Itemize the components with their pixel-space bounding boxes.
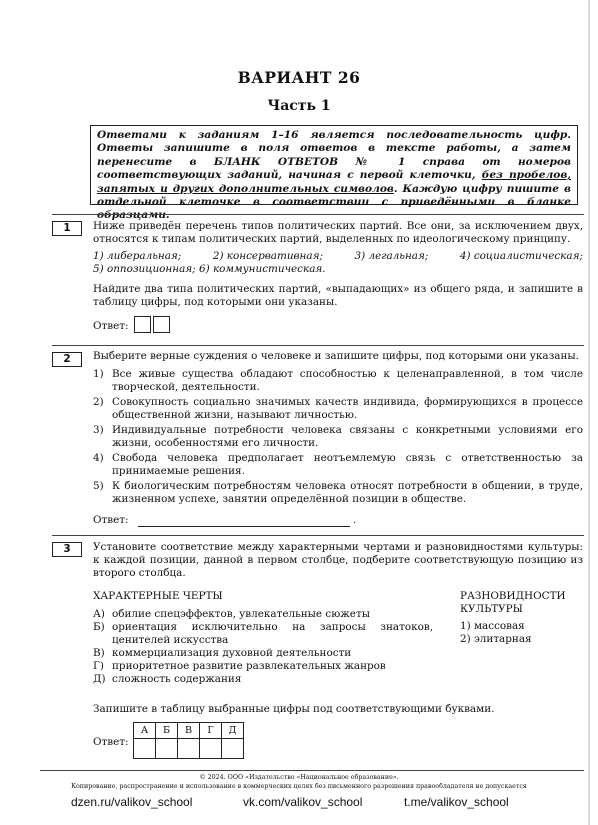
q1-number-box: 1 <box>52 221 82 236</box>
instructions-text-2: . Каждую цифру пишите в отдельной клеточке в соответствии с приведёнными в бланке образцами. <box>97 182 571 222</box>
q3-answer-label: Ответ: <box>93 736 129 748</box>
q1-divider <box>52 214 584 215</box>
instructions-text-1: Ответами к заданиям 1–16 является последовательность цифр. Ответы запишите в поля ответов в тексте работы, а затем перенесите в БЛАНК ОТВЕТОВ № 1 справа от номеров соответствующих заданий, начиная с первой клеточки, <box>97 129 571 182</box>
q2-option-text: Совокупность социально значимых качеств индивида, формирующихся в процессе общественной жизни, называют личностью. <box>112 396 583 421</box>
q3-item-letter: А) <box>93 608 105 620</box>
q2-option-number: 2) <box>93 396 104 408</box>
q3-table-instruction: Запишите в таблицу выбранные цифры под соответствующими буквами. <box>93 703 495 715</box>
q1-answer-label: Ответ: <box>93 320 129 332</box>
q2-option-text: К биологическим потребностям человека относят потребности в общении, в труде, жизненном успехе, занятии определённой позиции в обществе. <box>112 480 583 505</box>
link-dzen[interactable]: dzen.ru/valikov_school <box>71 795 193 809</box>
q2-option-number: 5) <box>93 480 104 492</box>
q2-option-text: Все живые существа обладают способностью к целенаправленной, в том числе творческой, деятельности. <box>112 368 583 393</box>
q1-list-line-1 <box>93 250 583 263</box>
q2-option-2 <box>93 396 583 422</box>
q3-item-letter: Б) <box>93 621 105 633</box>
q2-option-5 <box>93 480 583 506</box>
q3-left-item-d <box>93 673 433 686</box>
answer-cell-g[interactable] <box>200 739 222 759</box>
table-letter: Г <box>200 723 222 739</box>
q2-option-number: 1) <box>93 368 104 380</box>
q2-answer-line[interactable] <box>138 526 350 527</box>
q1-option: 1) либеральная; <box>93 250 182 262</box>
q3-right-header-1: РАЗНОВИДНОСТИ <box>460 590 566 602</box>
table-letter: В <box>178 723 200 739</box>
q2-option-number: 3) <box>93 424 104 436</box>
q2-answer-label: Ответ: <box>93 514 129 526</box>
q1-list-line-2: 5) оппозиционная; 6) коммунистическая. <box>93 263 326 275</box>
q2-answer-period: . <box>353 514 357 526</box>
q1-option: 2) консервативная; <box>212 250 323 262</box>
answer-cell-b[interactable] <box>156 739 178 759</box>
q1-option: 4) социалистическая; <box>459 250 583 262</box>
instructions-box <box>90 125 578 222</box>
link-vk[interactable]: vk.com/valikov_school <box>243 795 363 809</box>
q3-item-text: сложность содержания <box>112 673 242 685</box>
q2-option-text: Индивидуальные потребности человека связаны с конкретными условиями его жизни, особенностями его личности. <box>112 424 583 449</box>
q1-intro: Ниже приведён перечень типов политических партий. Все они, за исключением двух, относятся к типам политических партий, выделенных по идеологическому принципу. <box>93 220 583 245</box>
link-telegram[interactable]: t.me/valikov_school <box>404 795 509 809</box>
q3-right-header-2: КУЛЬТУРЫ <box>460 603 523 615</box>
q3-item-letter: В) <box>93 647 105 659</box>
answer-cell-v[interactable] <box>178 739 200 759</box>
answer-cell-a[interactable] <box>134 739 156 759</box>
page-edge-shadow <box>588 0 590 825</box>
q3-item-text: приоритетное развитие развлекательных жанров <box>112 660 386 672</box>
q1-answer-cell-2[interactable] <box>153 316 170 333</box>
q3-answer-table <box>133 722 244 759</box>
q2-option-1 <box>93 368 583 394</box>
footer-copyright: © 2024. ООО «Издательство «Национальное образование». <box>199 774 399 781</box>
q3-item-letter: Д) <box>93 673 106 685</box>
q3-left-item-g <box>93 660 433 673</box>
footer-notice: Копирование, распространение и использование в коммерческих целях без письменного разрешения правообладателя не допускается <box>71 783 527 790</box>
footer-divider <box>40 770 584 771</box>
variant-title: ВАРИАНТ 26 <box>237 68 361 87</box>
q2-option-number: 4) <box>93 452 104 464</box>
part-title: Часть 1 <box>267 98 331 114</box>
q3-intro: Установите соответствие между характерными чертами и разновидностями культуры: к каждой позиции, данной в первом столбце, подберите соответствующую позицию из второго столбца. <box>93 541 583 579</box>
q1-task: Найдите два типа политических партий, «выпадающих» из общего ряда, и запишите в таблицу цифры, под которыми они указаны. <box>93 283 583 308</box>
q1-option: 3) легальная; <box>354 250 429 262</box>
q2-option-text: Свобода человека предполагает неотъемлемую связь с ответственностью за принимаемые решения. <box>112 452 583 477</box>
q2-option-4 <box>93 452 583 478</box>
q3-left-item-b <box>93 621 433 647</box>
q2-number-box: 2 <box>52 352 82 367</box>
q3-number-box: 3 <box>52 542 82 557</box>
q2-divider <box>52 345 584 346</box>
instructions-underlined: без пробелов, запятых и других дополнительных символов <box>97 169 571 195</box>
q3-item-text: ориентация исключительно на запросы знатоков, ценителей искусства <box>112 621 433 646</box>
q3-left-item-a <box>93 608 433 621</box>
table-letter: Д <box>222 723 244 739</box>
q2-intro: Выберите верные суждения о человеке и запишите цифры, под которыми они указаны. <box>93 350 579 362</box>
q3-divider <box>52 535 584 536</box>
q1-answer-cell-1[interactable] <box>134 316 151 333</box>
q3-right-item-1: 1) массовая <box>460 620 525 632</box>
q3-right-item-2: 2) элитарная <box>460 633 532 645</box>
q3-left-item-v <box>93 647 433 660</box>
table-letter: Б <box>156 723 178 739</box>
table-letter: А <box>134 723 156 739</box>
q3-left-header: ХАРАКТЕРНЫЕ ЧЕРТЫ <box>93 590 223 602</box>
q3-item-letter: Г) <box>93 660 104 672</box>
q3-item-text: обилие спецэффектов, увлекательные сюжеты <box>112 608 370 620</box>
answer-cell-d[interactable] <box>222 739 244 759</box>
q2-option-3 <box>93 424 583 450</box>
q3-item-text: коммерциализация духовной деятельности <box>112 647 352 659</box>
